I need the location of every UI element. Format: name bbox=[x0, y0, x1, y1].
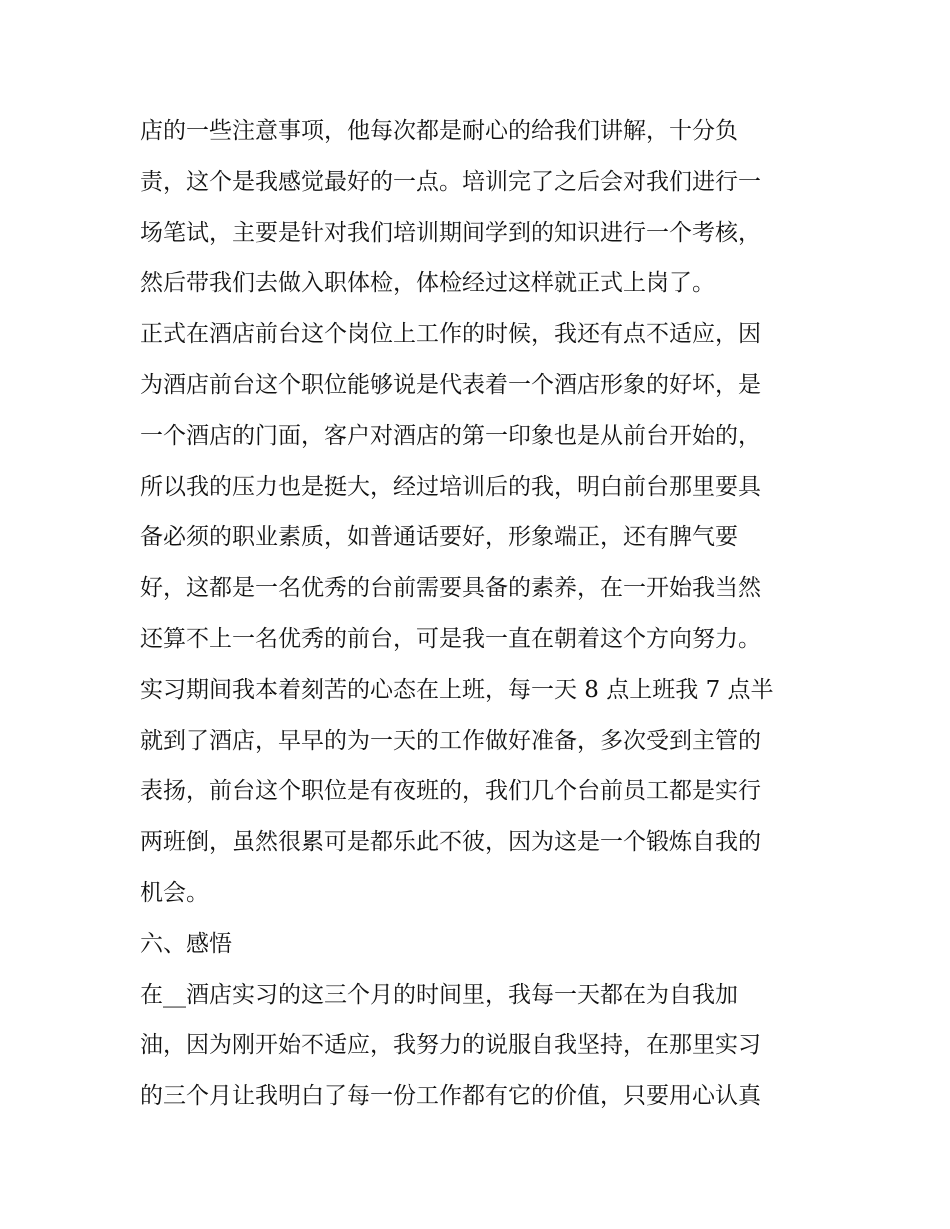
text-line: 实习期间我本着刻苦的心态在上班，每一天 8 点上班我 7 点半 bbox=[140, 676, 774, 703]
text-line: 油，因为刚开始不适应，我努力的说服自我坚持，在那里实习 bbox=[140, 1032, 761, 1059]
text-line: 场笔试，主要是针对我们培训期间学到的知识进行一个考核， bbox=[140, 219, 761, 246]
text-line: 就到了酒店，早早的为一天的工作做好准备，多次受到主管的 bbox=[140, 727, 761, 754]
text-line: 所以我的压力也是挺大，经过培训后的我，明白前台那里要具 bbox=[140, 473, 761, 500]
text-line: 然后带我们去做入职体检，体检经过这样就正式上岗了。 bbox=[140, 270, 715, 297]
text-line: 的三个月让我明白了每一份工作都有它的价值，只要用心认真 bbox=[140, 1083, 761, 1110]
text-line: 一个酒店的门面，客户对酒店的第一印象也是从前台开始的， bbox=[140, 422, 761, 449]
text-line: 表扬，前台这个职位是有夜班的，我们几个台前员工都是实行 bbox=[140, 778, 761, 805]
text-line: 还算不上一名优秀的前台，可是我一直在朝着这个方向努力。 bbox=[140, 625, 761, 652]
body-text bbox=[140, 106, 820, 1122]
section-heading: 六、感悟 bbox=[140, 930, 232, 957]
text-line: 机会。 bbox=[140, 879, 209, 906]
text-line: 为酒店前台这个职位能够说是代表着一个酒店形象的好坏，是 bbox=[140, 371, 761, 398]
text-line: 好，这都是一名优秀的台前需要具备的素养，在一开始我当然 bbox=[140, 575, 761, 602]
text-line: 正式在酒店前台这个岗位上工作的时候，我还有点不适应，因 bbox=[140, 321, 761, 348]
text-line: 两班倒，虽然很累可是都乐此不彼，因为这是一个锻炼自我的 bbox=[140, 829, 761, 856]
text-line: 店的一些注意事项，他每次都是耐心的给我们讲解，十分负 bbox=[140, 118, 738, 144]
text-line: 备必须的职业素质，如普通话要好，形象端正，还有脾气要 bbox=[140, 524, 738, 551]
text-line: 责，这个是我感觉最好的一点。培训完了之后会对我们进行一 bbox=[140, 168, 761, 195]
text-line: 在__酒店实习的这三个月的时间里，我每一天都在为自我加 bbox=[140, 981, 738, 1008]
